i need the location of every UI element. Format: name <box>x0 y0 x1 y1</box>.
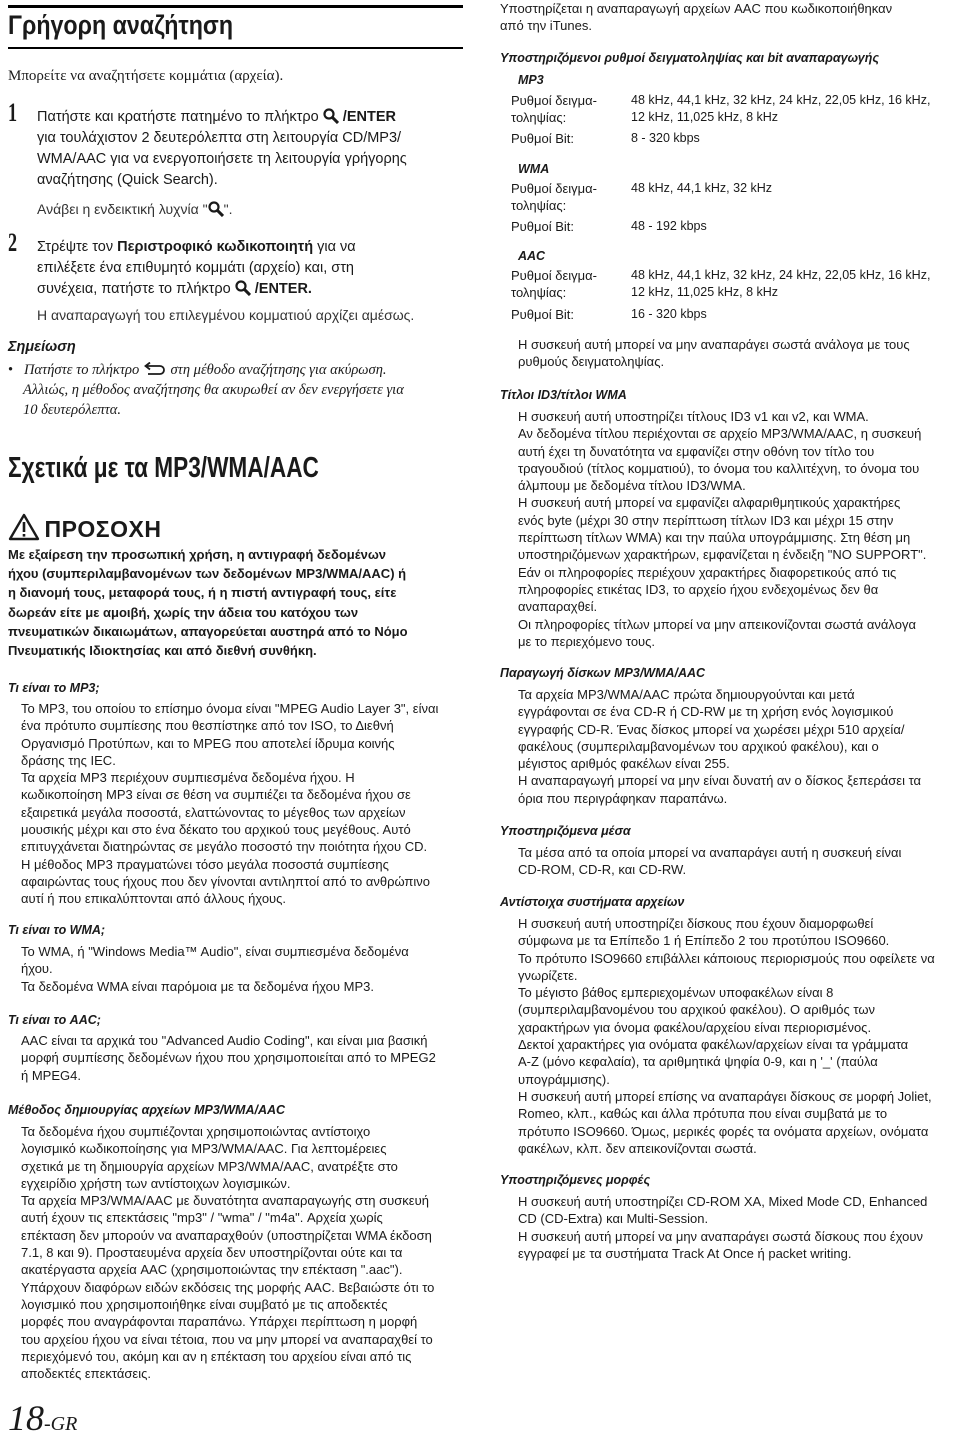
caution-heading: ΠΡΟΣΟΧΗ <box>44 516 162 542</box>
spec-wma-rate-values: 48 kHz, 44,1 kHz, 32 kHz <box>631 181 773 195</box>
mp3-heading: Τι είναι το MP3; <box>8 681 100 695</box>
spec-aac-bit-value: 16 - 320 kbps <box>631 307 707 321</box>
step-2-result: Η αναπαραγωγή του επιλεγμένου κομματιού αρχίζει αμέσως. <box>37 307 415 323</box>
return-key-icon <box>143 362 167 376</box>
step-1-text: Πατήστε και κρατήστε πατημένο το πλήκτρο /ENTER για τουλάχιστον 2 δευτερόλεπτα στη λειτουργία CD/MP3/ WMA/AAC για να ενεργοποιήσετε τη λειτουργία γρήγορης αναζήτησης (Quick Search). <box>37 109 407 188</box>
title-rule <box>8 47 463 49</box>
spec-aac-rate-values: 48 kHz, 44,1 kHz, 32 kHz, 24 kHz, 22,05 kHz, 16 kHz, 12 kHz, 11,025 kHz, 8 kHz <box>631 268 931 299</box>
warning-icon <box>8 513 40 541</box>
spec-wma-bit-value: 48 - 192 kbps <box>631 219 707 233</box>
search-key-icon <box>235 280 251 296</box>
step-1-result: Ανάβει η ενδεικτική λυχνία " ". <box>37 201 233 217</box>
note-heading: Σημείωση <box>8 339 76 355</box>
spec-aac-format: AAC <box>518 249 546 263</box>
caution-block <box>8 513 161 543</box>
spec-wma-rate-label: Ρυθμοί δειγμα- τοληψίας: <box>511 181 597 213</box>
page-title: Γρήγορη αναζήτηση <box>8 10 234 40</box>
intro-text: Μπορείτε να αναζητήσετε κομμάτια (αρχεία). <box>8 68 284 84</box>
production-text: Τα αρχεία MP3/WMA/AAC πρώτα δημιουργούνται και μετά εγγράφονται σε ένα CD-R ή CD-RW με τη χρήση ενός λογισμικού εγγραφής CD-R. Ένας δίσκος μπορεί να χωρέσει μέχρι 510 αρχεία/ φακέλους (συμπεριλαμβανομένων του αρχικού φακέλου), και ο μέγιστος αριθμός φακέλων είναι 255. Η αναπαραγωγή μπορεί να μην είναι δυνατή αν ο δίσκος ξεπεράσει τα όρια που περιγράφηκαν παραπάνω. <box>518 687 922 806</box>
media-text: Τα μέσα από τα οποία μπορεί να αναπαράγει αυτή η συσκευή είναι CD-ROM, CD-R, και CD-RW. <box>518 845 902 878</box>
spec-mp3-bit-value: 8 - 320 kbps <box>631 131 700 145</box>
id3-heading: Τίτλοι ID3/τίτλοι WMA <box>500 388 627 402</box>
rates-heading: Υποστηριζόμενοι ρυθμοί δειγματοληψίας και bit αναπαραγωγής <box>500 51 880 65</box>
spec-wma-format: WMA <box>518 162 550 176</box>
aac-text: AAC είναι τα αρχικά του "Advanced Audio Coding", και είναι μια βασική μορφή συμπίεσης δεδομένων ήχου που χρησιμοποιείται από το MPEG2 ή MPEG4. <box>21 1033 436 1083</box>
spec-mp3-bit-label: Ρυθμοί Bit: <box>511 131 575 146</box>
search-key-icon <box>323 108 339 124</box>
rates-note: Η συσκευή αυτή μπορεί να μην αναπαράγει σωστά ανάλογα με τους ρυθμούς δειγματοληψίας. <box>518 337 910 370</box>
spec-aac-rate-label: Ρυθμοί δειγμα- τοληψίας: <box>511 268 597 300</box>
filesystems-text: Η συσκευή αυτή υποστηρίζει δίσκους που έχουν διαμορφωθεί σύμφωνα με τα Επίπεδο 1 ή Επίπεδο 2 του προτύπου ISO9660. Το πρότυπο ISO9660 επιβάλλει κάποιους περιορισμούς που οφείλετε να γνωρίζετε. Το μέγιστο βάθος εμπεριεχομένων υποφακέλων είναι 8 (συμπεριλαμβανομένου του αρχικού φακέλου). Ο αριθμός των χαρακτήρων για όνομα φακέλου/αρχείου είναι περιορισμένος. Δεκτοί χαρακτήρες για ονόματα φακέλων/αρχείων είναι τα γράμματα A-Z (μόνο κεφαλαία), τα αριθμητικά ψηφία 0-9, και η '_' (παύλα υπογράμμισης). Η συσκευή αυτή μπορεί επίσης να αναπαράγει δίσκους σε μορφή Joliet, Romeo, κλπ., καθώς και άλλα πρότυπα που είναι συμβατά με το πρότυπο ISO9660. Όμως, μερικές φορές τα ονόματα αρχείων, ονόματα φακέλων, κλπ. δεν απεικονίζονται σωστά. <box>518 916 935 1156</box>
spec-mp3-rate-values: 48 kHz, 44,1 kHz, 32 kHz, 24 kHz, 22,05 kHz, 16 kHz, 12 kHz, 11,025 kHz, 8 kHz <box>631 93 931 124</box>
spec-mp3-rate-label: Ρυθμοί δειγμα- τοληψίας: <box>511 93 597 125</box>
aac-heading: Τι είναι το AAC; <box>8 1013 101 1027</box>
caution-text: Με εξαίρεση την προσωπική χρήση, η αντιγραφή δεδομένων ήχου (συμπεριλαμβανομένων των δεδομένων MP3/WMA/AAC) ή η διανομή τους, μεταφορά τους, ή η πιστή αντιγραφή τους, είτε δωρεάν είτε με αμοιβή, χωρίς την άδεια του κατόχου των πνευματικών δικαιωμάτων, απαγορεύεται αυστηρά από το Νόμο Πνευματικής Ιδιοκτησίας και από διεθνή συνθήκη. <box>8 547 408 659</box>
method-text: Τα δεδομένα ήχου συμπιέζονται χρησιμοποιώντας αντίστοιχο λογισμικό κωδικοποίησης για MP3/WMA/AAC. Για λεπτομέρειες σχετικά με τη δημιουργία αρχείων MP3/WMA/AAC, ανατρέξτε στο εγχειρίδιο χρήστη των αντίστοιχων λογισμικών. Τα αρχεία MP3/WMA/AAC με δυνατότητα αναπαραγωγής στη συσκευή αυτή έχουν τις επεκτάσεις "mp3" / "wma" / "m4a". Αρχεία χωρίς επέκταση δεν μπορούν να αναπαραχθούν (υποστηρίζεται WMA έκδοση 7.1, 8 και 9). Προσταευμένα αρχεία δεν υποστηρίζονται ούτε και τα ακατέργαστα αρχεία AAC (χρησιμοποιώντας την επέκταση ".aac"). Υπάρχουν διαφόρων ειδών εκδόσεις της μορφής AAC. Βεβαιώστε ότι το λογισμικό που χρησιμοποιήθηκε είναι συμβατό με τις αποδεκτές μορφές που αναγράφονται παραπάνω. Υπάρχει περίπτωση η μορφή του αρχείου ήχου να είναι τέτοια, που να μην μπορεί να αναπαραχθεί το περιεχόμενό του, ακόμη και αν η επέκταση του αρχείου είναι από τις αποδεκτές επεκτάσεις. <box>21 1124 435 1382</box>
mp3-text: Το MP3, του οποίου το επίσημο όνομα είναι "MPEG Audio Layer 3", είναι ένα πρότυπο συμπίεσης που θεσπίστηκε από τον ISO, το Διεθνή Οργανισμό Προτύπων, και το MPEG που αποτελεί ίδρυμα κοινής δράσης της IEC. Τα αρχεία MP3 περιέχουν συμπιεσμένα δεδομένα ήχου. Η κωδικοποίηση MP3 είναι σε θέση να συμπιέζει τα δεδομένα ήχου σε εξαιρετικά μεγάλα ποσοστά, ελαττώνοντας το μέγεθος των αρχείων μουσικής μέχρι και στο ένα δέκατο του αρχικού τους μεγέθους. Αυτό επιτυγχάνεται διατηρώντας σε μεγάλο ποσοστό την ποιότητα ήχου CD. Η μέθοδος MP3 πραγματώνει τόσο μεγάλα ποσοστά συμπίεσης αφαιρώντας τους ήχους που δεν γίνονται αντιληπτοί από το ανθρώπινο αυτί ή που επικαλύπτονται από άλλους ήχους. <box>21 701 439 907</box>
id3-text: Η συσκευή αυτή υποστηρίζει τίτλους ID3 v1 και v2, και WMA. Αν δεδομένα τίτλου περιέχονται σε αρχείο MP3/WMA/AAC, η συσκευή αυτή έχει τη δυνατότητα να εμφανίζει στην οθόνη τον τίτλο του τραγουδιού (τίτλος κομματιού), το όνομα του καλλιτέχνη, το όνομα του άλμπουμ με δεδομένα τίτλου ID3/WMA. Η συσκευή αυτή μπορεί να εμφανίζει αλφαριθμητικούς χαρακτήρες ενός byte (μέχρι 30 στην περίπτωση τίτλων ID3 και μέχρι 15 στην περίπτωση τίτλων WMA) και την παύλα υπογράμμισης. Στη θέση μη υποστηριζόμενων χαρακτήρων, εμφανίζεται η ένδειξη "NO SUPPORT". Εάν οι πληροφορίες περιέχουν χαρακτήρες διαφορετικούς από τις πληροφορίες ετικέτας ID3, το αρχείο ήχου ενδεχομένως δεν θα αναπαραχθεί. Οι πληροφορίες τίτλων μπορεί να μην απεικονίζονται σωστά ανάλογα με το περιεχόμενο τους. <box>518 409 927 649</box>
spec-wma-bit-label: Ρυθμοί Bit: <box>511 219 575 234</box>
note-text: • Πατήστε το πλήκτρο στη μέθοδο αναζήτησης για ακύρωση. Αλλιώς, η μέθοδος αναζήτησης θα ακυρωθεί αν δεν ενεργήσετε για 10 δευτερόλεπτα. <box>8 362 404 418</box>
spec-aac-bit-label: Ρυθμοί Bit: <box>511 307 575 322</box>
top-rule <box>8 5 463 8</box>
page-number: 18-GR <box>8 1398 78 1438</box>
spec-mp3-format: MP3 <box>518 73 544 87</box>
method-heading: Μέθοδος δημιουργίας αρχείων MP3/WMA/AAC <box>8 1103 286 1117</box>
formats-text: Η συσκευή αυτή υποστηρίζει CD-ROM XA, Mixed Mode CD, Enhanced CD (CD-Extra) και Multi-Session. Η συσκευή αυτή μπορεί να μην αναπαράγει σωστά δίσκους που έχουν εγγραφεί με τα συστήματα Track At Once ή packet writing. <box>518 1194 928 1261</box>
production-heading: Παραγωγή δίσκων MP3/WMA/AAC <box>500 666 706 680</box>
filesystems-heading: Αντίστοιχα συστήματα αρχείων <box>500 895 685 909</box>
media-heading: Υποστηριζόμενα μέσα <box>500 824 631 838</box>
itunes-note: Υποστηρίζεται η αναπαραγωγή αρχείων AAC που κωδικοποιήθηκαν από την iTunes. <box>500 1 893 34</box>
step-2-text: Στρέψτε τον Περιστροφικό κωδικοποιητή για να επιλέξετε ένα επιθυμητό κομμάτι (αρχείο) και, στη συνέχεια, πατήστε το πλήκτρο /ENTER. <box>37 239 356 297</box>
step-2-number: 2 <box>8 228 18 257</box>
formats-heading: Υποστηριζόμενες μορφές <box>500 1173 651 1187</box>
search-indicator-icon <box>208 201 224 217</box>
step-1-number: 1 <box>8 98 18 127</box>
wma-text: Το WMA, ή "Windows Media™ Audio", είναι συμπιεσμένα δεδομένα ήχου. Τα δεδομένα WMA είναι παρόμοια με τα δεδομένα ήχου MP3. <box>21 944 409 994</box>
section-title: Σχετικά με τα MP3/WMA/AAC <box>8 452 319 484</box>
wma-heading: Τι είναι το WMA; <box>8 923 106 937</box>
